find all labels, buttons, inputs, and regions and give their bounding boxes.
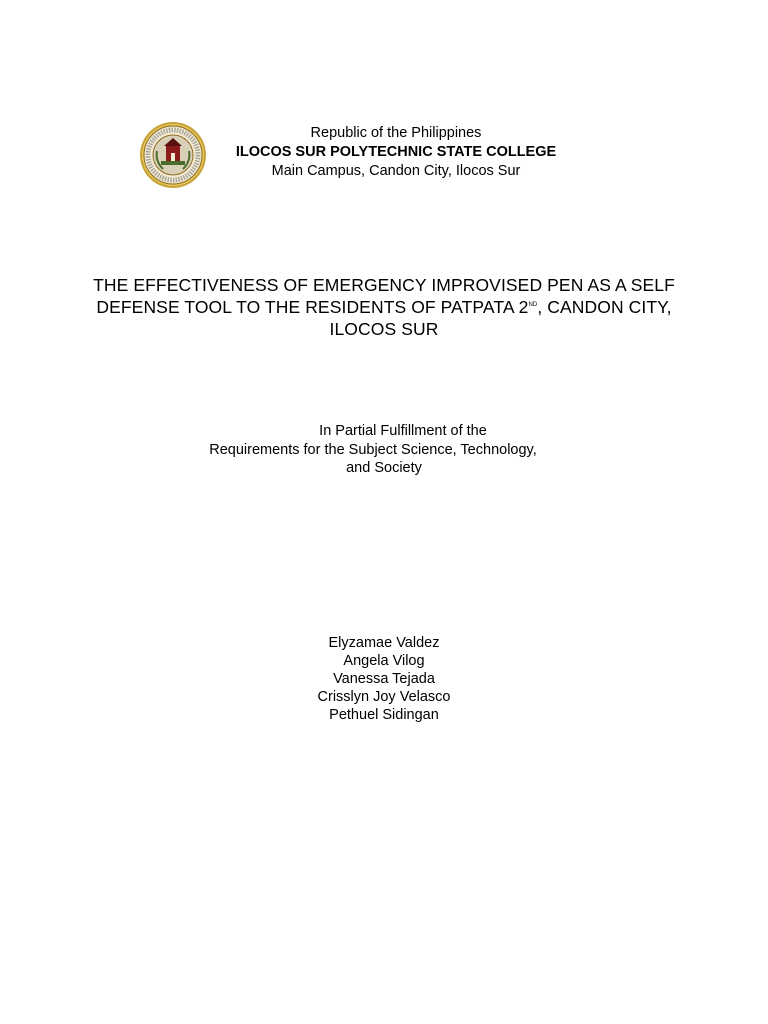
author-name: Elyzamae Valdez [328, 635, 440, 651]
fulfillment-line-1: In Partial Fulfillment of the [319, 423, 487, 439]
fulfillment-line-2: Requirements for the Subject Science, Technology, [209, 441, 537, 458]
paper-title [60, 274, 708, 340]
author-name: Angela Vilog [343, 653, 425, 669]
institution-header [200, 124, 592, 181]
title-line-2-end: , CANDON CITY, [537, 297, 672, 317]
fulfillment-line-3: and Society [346, 460, 422, 476]
title-line-2 [60, 296, 708, 318]
author-name: Crisslyn Joy Velasco [317, 689, 451, 705]
author-name: Vanessa Tejada [333, 671, 435, 687]
title-line-2-main: DEFENSE TOOL TO THE RESIDENTS OF PATPATA 2 [96, 297, 529, 317]
seal-base [161, 161, 185, 165]
college-seal-icon [139, 121, 207, 189]
title-ordinal-suffix: ND [528, 302, 538, 308]
campus-line: Main Campus, Candon City, Ilocos Sur [271, 163, 521, 179]
country-line: Republic of the Philippines [310, 125, 482, 141]
author-list [234, 634, 534, 724]
author-name: Pethuel Sidingan [329, 707, 439, 723]
title-line-1: THE EFFECTIVENESS OF EMERGENCY IMPROVISED PEN AS A SELF [93, 275, 675, 295]
fulfillment-statement [160, 422, 608, 478]
college-name: ILOCOS SUR POLYTECHNIC STATE COLLEGE [235, 144, 557, 160]
title-line-3: ILOCOS SUR [329, 319, 439, 339]
seal-door [171, 153, 175, 161]
